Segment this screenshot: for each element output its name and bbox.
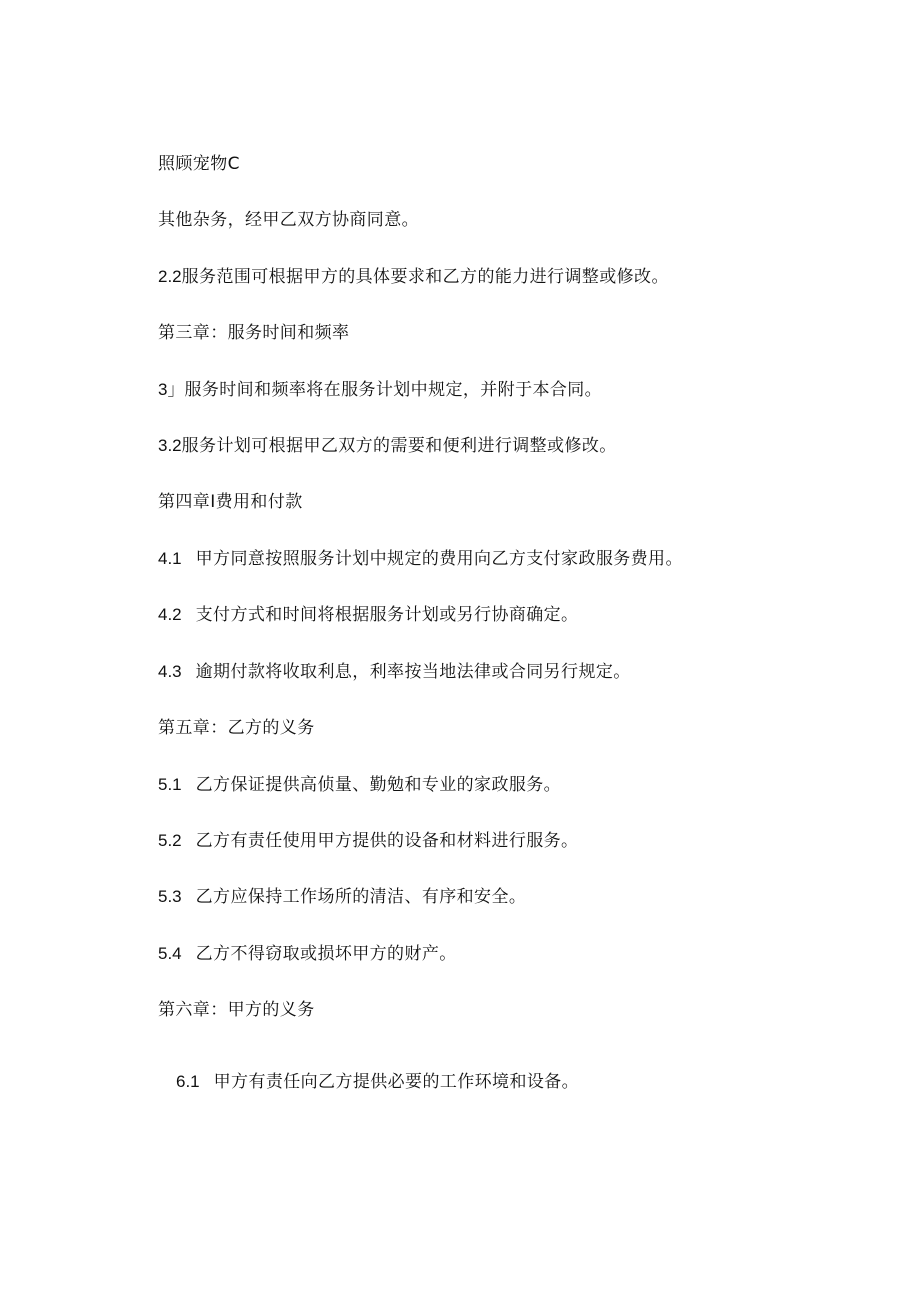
clause-number: 4.1 [158, 549, 182, 568]
chapter-heading [158, 717, 315, 739]
clause-number: 4.3 [158, 662, 182, 681]
clause-text: 乙方保证提供高侦量、勤勉和专业的家政服务。 [195, 775, 562, 795]
line-text: 照顾宠物C [158, 154, 240, 174]
text-line [158, 153, 240, 175]
chapter-heading [158, 491, 303, 513]
chapter-title: 第五章：乙方的义务 [158, 718, 315, 738]
clause-2-2 [158, 266, 669, 288]
clause-number: 3.2 [158, 436, 182, 455]
clause-5-4 [158, 943, 457, 965]
clause-number: 5.2 [158, 831, 182, 850]
chapter-title: 第四章I费用和付款 [158, 492, 303, 512]
clause-number: 6.1 [176, 1072, 200, 1091]
clause-5-2 [158, 830, 578, 852]
clause-text: 甲方有责任向乙方提供必要的工作环境和设备。 [213, 1072, 580, 1092]
clause-number: 5.1 [158, 775, 182, 794]
line-text: 其他杂务，经甲乙双方协商同意。 [158, 210, 419, 230]
clause-text: 支付方式和时间将根据服务计划或另行协商确定。 [195, 605, 579, 625]
clause-5-1 [158, 774, 561, 796]
clause-text: 逾期付款将收取利息，利率按当地法律或合同另行规定。 [195, 662, 631, 682]
clause-text: 乙方不得窃取或损坏甲方的财产。 [195, 944, 457, 964]
clause-number: 5.4 [158, 944, 182, 963]
clause-6-1 [176, 1071, 579, 1093]
clause-5-3 [158, 886, 526, 908]
clause-number: 3」 [158, 380, 185, 399]
clause-4-3 [158, 661, 631, 683]
clause-text: 服务时间和频率将在服务计划中规定，并附于本合同。 [184, 380, 603, 400]
clause-text: 乙方有责任使用甲方提供的设备和材料进行服务。 [195, 831, 579, 851]
chapter-heading [158, 322, 349, 344]
clause-text: 服务计划可根据甲乙双方的需要和便利进行调整或修改。 [181, 436, 617, 456]
text-line [158, 209, 419, 231]
clause-text: 甲方同意按照服务计划中规定的费用向乙方支付家政服务费用。 [195, 549, 683, 569]
clause-text: 服务范围可根据甲方的具体要求和乙方的能力进行调整或修改。 [181, 267, 669, 287]
chapter-title: 第三章：服务时间和频率 [158, 323, 350, 343]
clause-4-1 [158, 548, 683, 570]
chapter-heading [158, 999, 315, 1021]
clause-3-1 [158, 379, 602, 401]
clause-text: 乙方应保持工作场所的清洁、有序和安全。 [195, 887, 527, 907]
clause-4-2 [158, 604, 578, 626]
clause-number: 4.2 [158, 605, 182, 624]
clause-number: 5.3 [158, 887, 182, 906]
clause-number: 2.2 [158, 267, 182, 286]
clause-3-2 [158, 435, 617, 457]
chapter-title: 第六章：甲方的义务 [158, 1000, 315, 1020]
